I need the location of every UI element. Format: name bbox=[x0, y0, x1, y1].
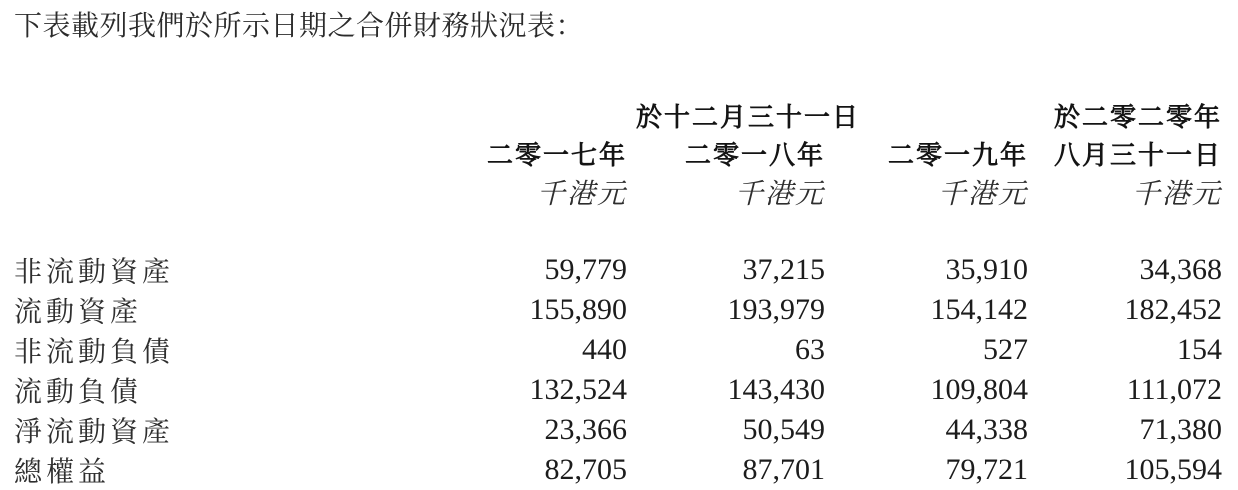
unit-label-2018: 千港元 bbox=[734, 179, 825, 210]
value-cell: 111,072 bbox=[1126, 373, 1223, 406]
value-cell: 182,452 bbox=[1124, 293, 1223, 326]
row-label: 流動負債 bbox=[14, 377, 143, 408]
unit-label-2017: 千港元 bbox=[536, 179, 627, 210]
value-cell: 79,721 bbox=[945, 453, 1029, 486]
header-december-group: 於十二月三十一日 bbox=[636, 101, 861, 132]
header-row-units bbox=[14, 172, 1222, 212]
value-cell: 193,979 bbox=[727, 293, 825, 326]
row-label: 總權益 bbox=[14, 457, 111, 488]
value-cell: 155,890 bbox=[529, 293, 627, 326]
header-year-2018: 二零一八年 bbox=[684, 140, 825, 170]
value-cell: 37,215 bbox=[742, 253, 825, 286]
value-cell: 23,366 bbox=[544, 413, 627, 446]
row-label: 非流動負債 bbox=[14, 337, 175, 368]
value-cell: 527 bbox=[983, 333, 1029, 366]
value-cell: 59,779 bbox=[544, 253, 627, 286]
header-corner-cell bbox=[14, 95, 424, 135]
value-cell: 63 bbox=[795, 333, 825, 366]
header-aug2020-line1: 於二零二零年 bbox=[1054, 101, 1223, 132]
value-cell: 87,701 bbox=[742, 453, 825, 486]
table-row-non-current-assets bbox=[14, 250, 1222, 290]
value-cell: 154 bbox=[1177, 333, 1223, 366]
value-cell: 109,804 bbox=[930, 373, 1029, 406]
table-row-non-current-liabilities bbox=[14, 330, 1222, 370]
financial-position-table bbox=[14, 95, 1222, 490]
table-row-net-current-assets bbox=[14, 410, 1222, 450]
header-empty-cell bbox=[14, 172, 424, 212]
unit-label-2019: 千港元 bbox=[938, 179, 1029, 210]
unit-label-2020: 千港元 bbox=[1132, 179, 1223, 210]
header-row-dates bbox=[14, 95, 1222, 135]
header-body-spacer bbox=[14, 212, 1222, 250]
table-row-current-liabilities bbox=[14, 370, 1222, 410]
header-year-2019: 二零一九年 bbox=[888, 140, 1029, 170]
value-cell: 143,430 bbox=[727, 373, 825, 406]
value-cell: 71,380 bbox=[1139, 413, 1223, 446]
header-aug2020-line2: 八月三十一日 bbox=[1054, 140, 1223, 170]
header-year-2017: 二零一七年 bbox=[486, 140, 627, 170]
value-cell: 44,338 bbox=[945, 413, 1029, 446]
value-cell: 35,910 bbox=[945, 253, 1029, 286]
header-empty-cell bbox=[14, 135, 424, 172]
value-cell: 105,594 bbox=[1124, 453, 1223, 486]
value-cell: 50,549 bbox=[742, 413, 825, 446]
value-cell: 132,524 bbox=[529, 373, 627, 406]
table-row-current-assets bbox=[14, 290, 1222, 330]
table-row-total-equity bbox=[14, 450, 1222, 490]
value-cell: 154,142 bbox=[930, 293, 1029, 326]
value-cell: 440 bbox=[582, 333, 627, 366]
header-row-years bbox=[14, 135, 1222, 172]
row-label: 淨流動資產 bbox=[14, 417, 175, 448]
spacer-cell bbox=[14, 212, 1222, 250]
value-cell: 82,705 bbox=[544, 453, 627, 486]
value-cell: 34,368 bbox=[1139, 253, 1223, 286]
row-label: 非流動資產 bbox=[14, 257, 175, 288]
page-title: 下表載列我們於所示日期之合併財務狀況表： bbox=[14, 11, 585, 42]
row-label: 流動資產 bbox=[14, 297, 143, 328]
